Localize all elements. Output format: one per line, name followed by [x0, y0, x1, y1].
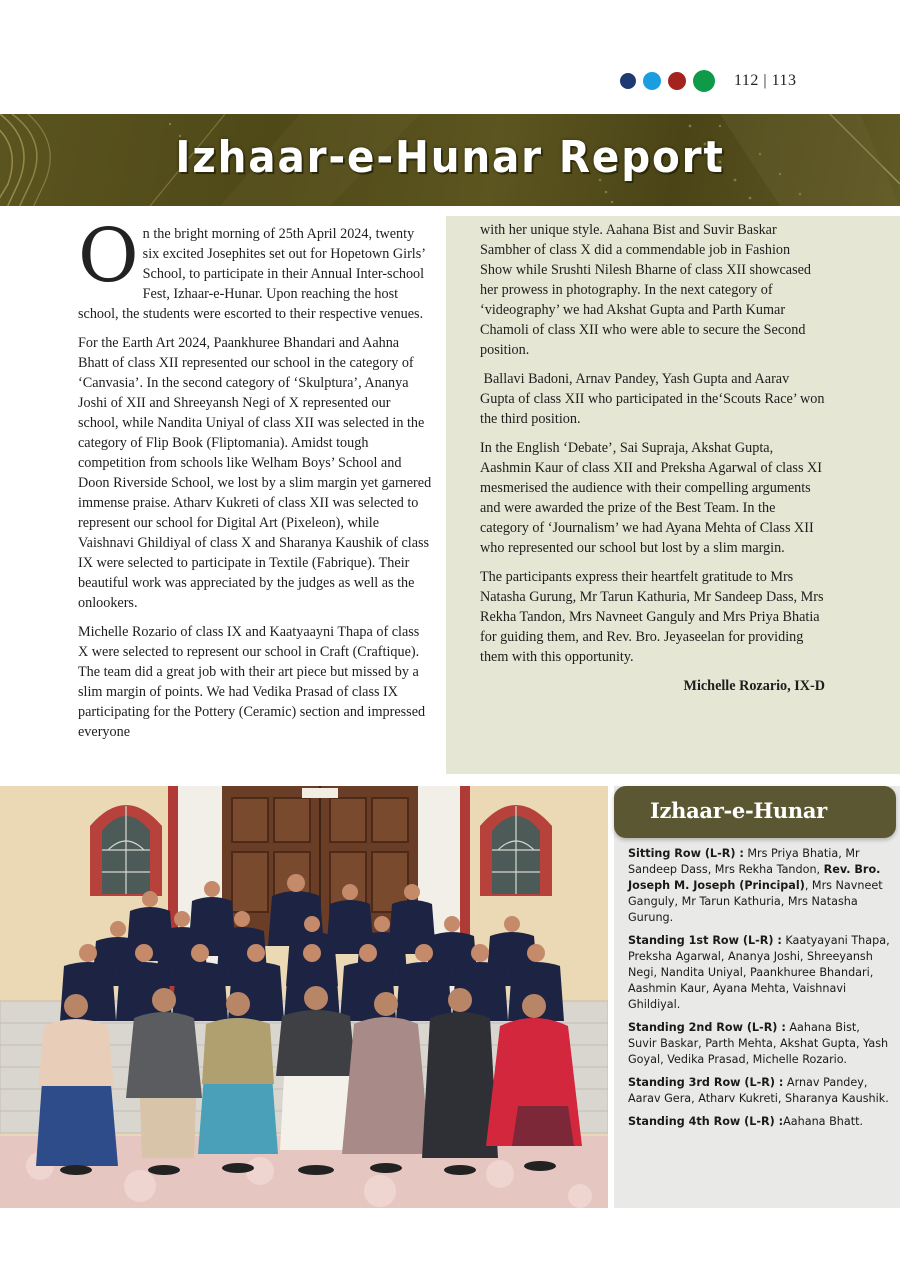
- article-right-panel: [446, 216, 900, 774]
- dot-red-icon: [668, 72, 686, 90]
- dot-blue-icon: [643, 72, 661, 90]
- article-paragraph: Ballavi Badoni, Arnav Pandey, Yash Gupta and Aarav Gupta of class XII who participated in the‘Scouts Race’ won the third position.: [480, 371, 829, 427]
- caption-row-standing-3: [628, 1075, 890, 1107]
- drop-cap: O: [78, 213, 139, 299]
- article-paragraph: For the Earth Art 2024, Paankhuree Bhandari and Aahna Bhatt of class XII represented our school in the category of ‘Canvasia’. In the second category of ‘Skulptura’, Ananya Joshi of XII and Shreeyansh Negi of X represented our school, while Nandita Uniyal of class XII was selected in the category of Flip Book (Fliptomania). Amidst tough competition from schools like Welham Boys’ School and Doon Riverside School, we lost by a slim margin yet garnered immense praise. Atharv Kukreti of class XII was selected to represent our school for Digital Art (Pixeleon), while Vaishnavi Ghildiyal of class X and Sharanya Kaushik of class IX were selected to participate in Textile (Fabrique). Their beautiful work was appreciated by the judges as well as the onlookers.: [78, 335, 432, 611]
- caption-row-label: Sitting Row (L-R) :: [628, 847, 744, 860]
- caption-row-names: , Mrs Navneet Ganguly, Mr Tarun Kathuria, Mrs Natasha Gurung.: [628, 879, 883, 924]
- title-banner: [0, 114, 900, 206]
- caption-header: [614, 786, 896, 838]
- caption-row-label: Standing 4th Row (L-R) :: [628, 1115, 784, 1128]
- caption-row-sitting: [628, 846, 890, 926]
- caption-row-standing-1: [628, 933, 890, 1013]
- page-numbers: 112 | 113: [734, 72, 797, 89]
- caption-row-names: Arnav Pandey, Aarav Gera, Atharv Kukreti, Sharanya Kaushik.: [628, 1076, 889, 1105]
- article-left-column: [78, 213, 433, 751]
- caption-title: Izhaar-e-Hunar: [650, 798, 827, 823]
- caption-row-standing-4: [628, 1114, 890, 1130]
- article-paragraph: with her unique style. Aahana Bist and Suvir Baskar Sambher of class X did a commendable job in Fashion Show while Srushti Nilesh Bharne of class XII showcased her prowess in photography. In the next category of ‘videography’ we had Akshat Gupta and Parth Kumar Chamoli of class XII who were able to secure the Second position.: [480, 222, 811, 358]
- caption-row-names: Aahana Bist, Suvir Baskar, Parth Mehta, Akshat Gupta, Yash Goyal, Vedika Prasad, Michelle Rozario.: [628, 1021, 889, 1066]
- caption-row-label: Standing 1st Row (L-R) :: [628, 934, 782, 947]
- article-paragraph: In the English ‘Debate’, Sai Supraja, Akshat Gupta, Aashmin Kaur of class XII and Preksha Agarwal of class XI mesmerised the audience with their compelling arguments and were awarded the prize of the Best Team. In the category of ‘Journalism’ we had Ayana Mehta of Class XII who represented our school but lost by a slim margin.: [480, 440, 822, 556]
- dot-navy-icon: [620, 73, 636, 89]
- caption-row-standing-2: [628, 1020, 890, 1068]
- caption-body: [628, 846, 890, 1137]
- group-photo-illustration: [0, 786, 608, 1208]
- caption-row-label: Standing 2nd Row (L-R) :: [628, 1021, 786, 1034]
- caption-row-names: Aahana Bhatt.: [783, 1115, 864, 1128]
- caption-row-names: Mrs Priya Bhatia, Mr Sandeep Dass, Mrs Rekha Tandon,: [628, 847, 860, 876]
- paragraph-text: n the bright morning of 25th April 2024, twenty six excited Josephites set out for Hopetown Girls’ School, to participate in their Annual Inter-school Fest, Izhaar-e-Hunar. Upon reaching the host school, the students were escorted to their respective venues.: [78, 226, 425, 322]
- caption-row-label: Standing 3rd Row (L-R) :: [628, 1076, 784, 1089]
- page-marker: [620, 70, 797, 92]
- group-photo: [0, 786, 608, 1208]
- photo-caption-panel: [614, 786, 900, 1208]
- article-paragraph: The participants express their heartfelt gratitude to Mrs Natasha Gurung, Mr Tarun Kathuria, Mr Sandeep Dass, Mrs Rekha Tandon, Mrs Navneet Ganguly and Mrs Priya Bhatia for guiding them, and Rev. Bro. Jeyaseelan for providing them with this opportunity.: [480, 569, 824, 665]
- page-title: Izhaar-e-Hunar Report: [175, 132, 725, 183]
- author-signature: Michelle Rozario, IX-D: [683, 678, 825, 694]
- caption-row-names: Kaatyayani Thapa, Preksha Agarwal, Ananya Joshi, Shreeyansh Negi, Nandita Uniyal, Paankhuree Bhandari, Aashmin Kaur, Ayana Mehta, Vaishnavi Ghildiyal.: [628, 934, 890, 1011]
- article-paragraph: Michelle Rozario of class IX and Kaatyaayni Thapa of class X were selected to represent our school in Craft (Craftique). The team did a great job with their art piece but missed by a slim margin of points. We had Vedika Prasad of class IX participating for the Pottery (Ceramic) section and impressed everyone: [78, 624, 426, 740]
- article-paragraph: [78, 213, 433, 324]
- dot-green-icon: [693, 70, 715, 92]
- caption-principal-name: Rev. Bro. Joseph M. Joseph (Principal): [628, 863, 881, 892]
